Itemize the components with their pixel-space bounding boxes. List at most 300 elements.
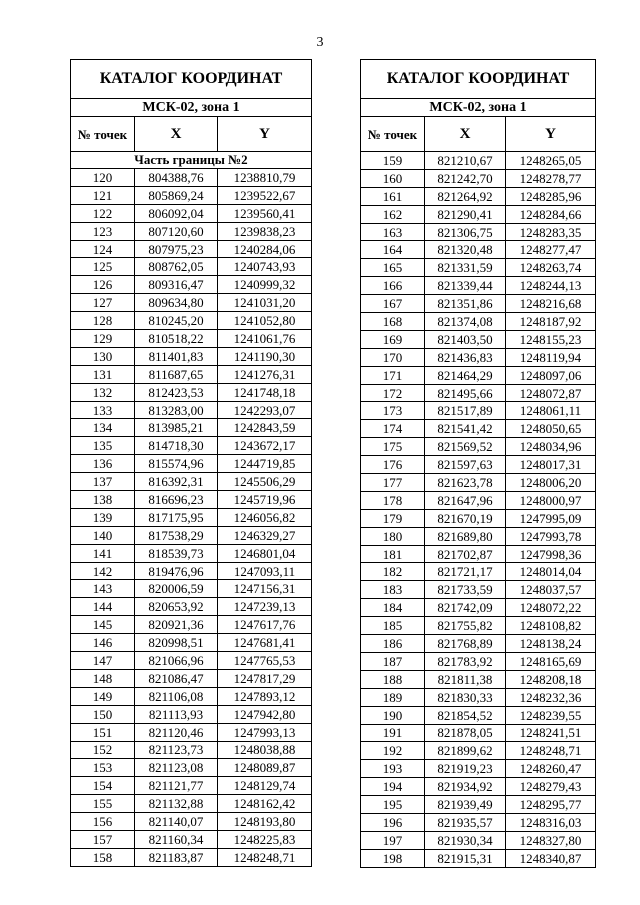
y-coordinate-cell: 1248162,42 <box>218 795 312 813</box>
x-coordinate-cell: 821132,88 <box>135 795 218 813</box>
coordinate-catalog-right <box>360 59 596 868</box>
table-row <box>71 401 312 419</box>
y-coordinate-cell: 1248248,71 <box>218 848 312 866</box>
x-coordinate-cell: 821464,29 <box>425 366 506 384</box>
y-coordinate-cell: 1248225,83 <box>218 830 312 848</box>
x-coordinate-cell: 818539,73 <box>135 544 218 562</box>
y-coordinate-cell: 1248097,06 <box>506 366 596 384</box>
x-coordinate-cell: 821569,52 <box>425 438 506 456</box>
y-coordinate-cell: 1248037,57 <box>506 581 596 599</box>
table-row <box>71 294 312 312</box>
point-number-cell: 135 <box>71 437 135 455</box>
point-number-cell: 155 <box>71 795 135 813</box>
table-row <box>71 634 312 652</box>
y-coordinate-cell: 1244719,85 <box>218 455 312 473</box>
y-coordinate-cell: 1241031,20 <box>218 294 312 312</box>
table-row <box>71 491 312 509</box>
table-row <box>71 169 312 187</box>
table-row <box>71 777 312 795</box>
table-row <box>361 205 596 223</box>
x-coordinate-cell: 821768,89 <box>425 635 506 653</box>
coordinate-catalog-left <box>70 59 312 867</box>
column-header-point-number: № точек <box>71 117 135 152</box>
point-number-cell: 139 <box>71 508 135 526</box>
point-number-cell: 140 <box>71 526 135 544</box>
x-coordinate-cell: 821320,48 <box>425 241 506 259</box>
y-coordinate-cell: 1247998,36 <box>506 545 596 563</box>
point-number-cell: 150 <box>71 705 135 723</box>
x-coordinate-cell: 813985,21 <box>135 419 218 437</box>
table-row <box>361 259 596 277</box>
table-row <box>71 669 312 687</box>
y-coordinate-cell: 1248000,97 <box>506 491 596 509</box>
point-number-cell: 194 <box>361 778 425 796</box>
y-coordinate-cell: 1241748,18 <box>218 383 312 401</box>
table-row <box>71 276 312 294</box>
x-coordinate-cell: 808762,05 <box>135 258 218 276</box>
x-coordinate-cell: 806092,04 <box>135 204 218 222</box>
point-number-cell: 179 <box>361 509 425 527</box>
x-coordinate-cell: 821120,46 <box>135 723 218 741</box>
y-coordinate-cell: 1247681,41 <box>218 634 312 652</box>
point-number-cell: 125 <box>71 258 135 276</box>
table-row <box>361 563 596 581</box>
column-header-y: Y <box>218 117 312 152</box>
y-coordinate-cell: 1248340,87 <box>506 849 596 867</box>
table-row <box>361 796 596 814</box>
y-coordinate-cell: 1248193,80 <box>218 813 312 831</box>
y-coordinate-cell: 1246801,04 <box>218 544 312 562</box>
point-number-cell: 137 <box>71 473 135 491</box>
y-coordinate-cell: 1246056,82 <box>218 508 312 526</box>
table-row <box>71 723 312 741</box>
table-row <box>361 241 596 259</box>
y-coordinate-cell: 1247942,80 <box>218 705 312 723</box>
point-number-cell: 175 <box>361 438 425 456</box>
table-row <box>361 670 596 688</box>
y-coordinate-cell: 1248034,96 <box>506 438 596 456</box>
y-coordinate-cell: 1248187,92 <box>506 313 596 331</box>
y-coordinate-cell: 1248295,77 <box>506 796 596 814</box>
y-coordinate-cell: 1248283,35 <box>506 223 596 241</box>
point-number-cell: 145 <box>71 616 135 634</box>
x-coordinate-cell: 821934,92 <box>425 778 506 796</box>
x-coordinate-cell: 804388,76 <box>135 169 218 187</box>
table-row <box>71 365 312 383</box>
point-number-cell: 173 <box>361 402 425 420</box>
point-number-cell: 154 <box>71 777 135 795</box>
table-row <box>71 347 312 365</box>
x-coordinate-cell: 821597,63 <box>425 456 506 474</box>
table-row <box>361 742 596 760</box>
table-row <box>361 688 596 706</box>
x-coordinate-cell: 821899,62 <box>425 742 506 760</box>
point-number-cell: 126 <box>71 276 135 294</box>
table-row <box>361 348 596 366</box>
x-coordinate-cell: 821854,52 <box>425 706 506 724</box>
y-coordinate-cell: 1247995,09 <box>506 509 596 527</box>
table-row <box>71 258 312 276</box>
table-row <box>361 813 596 831</box>
point-number-cell: 197 <box>361 831 425 849</box>
table-row <box>71 562 312 580</box>
x-coordinate-cell: 821919,23 <box>425 760 506 778</box>
point-number-cell: 166 <box>361 277 425 295</box>
x-coordinate-cell: 821140,07 <box>135 813 218 831</box>
table-row <box>361 581 596 599</box>
catalog-subtitle: МСК-02, зона 1 <box>361 99 596 117</box>
point-number-cell: 131 <box>71 365 135 383</box>
point-number-cell: 187 <box>361 652 425 670</box>
y-coordinate-cell: 1247993,78 <box>506 527 596 545</box>
x-coordinate-cell: 815574,96 <box>135 455 218 473</box>
table-row <box>361 491 596 509</box>
point-number-cell: 156 <box>71 813 135 831</box>
point-number-cell: 134 <box>71 419 135 437</box>
table-row <box>71 240 312 258</box>
y-coordinate-cell: 1241276,31 <box>218 365 312 383</box>
x-coordinate-cell: 821733,59 <box>425 581 506 599</box>
point-number-cell: 165 <box>361 259 425 277</box>
table-row <box>361 706 596 724</box>
table-row <box>361 313 596 331</box>
y-coordinate-cell: 1248108,82 <box>506 617 596 635</box>
point-number-cell: 157 <box>71 830 135 848</box>
point-number-cell: 193 <box>361 760 425 778</box>
point-number-cell: 172 <box>361 384 425 402</box>
table-row <box>361 599 596 617</box>
point-number-cell: 121 <box>71 186 135 204</box>
y-coordinate-cell: 1239560,41 <box>218 204 312 222</box>
table-row <box>361 277 596 295</box>
table-row <box>361 169 596 187</box>
x-coordinate-cell: 812423,53 <box>135 383 218 401</box>
point-number-cell: 128 <box>71 312 135 330</box>
table-row <box>361 831 596 849</box>
table-row <box>71 508 312 526</box>
x-coordinate-cell: 820653,92 <box>135 598 218 616</box>
point-number-cell: 122 <box>71 204 135 222</box>
point-number-cell: 192 <box>361 742 425 760</box>
table-row <box>361 384 596 402</box>
y-coordinate-cell: 1239838,23 <box>218 222 312 240</box>
y-coordinate-cell: 1248061,11 <box>506 402 596 420</box>
column-header-x: X <box>425 117 506 152</box>
y-coordinate-cell: 1248050,65 <box>506 420 596 438</box>
table-row <box>71 455 312 473</box>
point-number-cell: 198 <box>361 849 425 867</box>
y-coordinate-cell: 1248014,04 <box>506 563 596 581</box>
x-coordinate-cell: 821541,42 <box>425 420 506 438</box>
x-coordinate-cell: 817175,95 <box>135 508 218 526</box>
table-row <box>71 383 312 401</box>
y-coordinate-cell: 1248241,51 <box>506 724 596 742</box>
x-coordinate-cell: 816696,23 <box>135 491 218 509</box>
point-number-cell: 184 <box>361 599 425 617</box>
table-row <box>361 760 596 778</box>
x-coordinate-cell: 813283,00 <box>135 401 218 419</box>
point-number-cell: 141 <box>71 544 135 562</box>
x-coordinate-cell: 821306,75 <box>425 223 506 241</box>
y-coordinate-cell: 1248072,87 <box>506 384 596 402</box>
table-row <box>71 437 312 455</box>
table-row <box>361 438 596 456</box>
y-coordinate-cell: 1248263,74 <box>506 259 596 277</box>
point-number-cell: 148 <box>71 669 135 687</box>
y-coordinate-cell: 1247156,31 <box>218 580 312 598</box>
x-coordinate-cell: 821290,41 <box>425 205 506 223</box>
y-coordinate-cell: 1238810,79 <box>218 169 312 187</box>
y-coordinate-cell: 1248239,55 <box>506 706 596 724</box>
x-coordinate-cell: 810518,22 <box>135 330 218 348</box>
x-coordinate-cell: 821878,05 <box>425 724 506 742</box>
x-coordinate-cell: 817538,29 <box>135 526 218 544</box>
point-number-cell: 180 <box>361 527 425 545</box>
y-coordinate-cell: 1245719,96 <box>218 491 312 509</box>
x-coordinate-cell: 821436,83 <box>425 348 506 366</box>
point-number-cell: 161 <box>361 187 425 205</box>
y-coordinate-cell: 1247093,11 <box>218 562 312 580</box>
x-coordinate-cell: 821403,50 <box>425 330 506 348</box>
y-coordinate-cell: 1247765,53 <box>218 652 312 670</box>
table-row <box>361 778 596 796</box>
point-number-cell: 147 <box>71 652 135 670</box>
table-row <box>71 419 312 437</box>
point-number-cell: 132 <box>71 383 135 401</box>
point-number-cell: 189 <box>361 688 425 706</box>
y-coordinate-cell: 1248072,22 <box>506 599 596 617</box>
y-coordinate-cell: 1248316,03 <box>506 813 596 831</box>
table-row <box>361 295 596 313</box>
point-number-cell: 144 <box>71 598 135 616</box>
point-number-cell: 169 <box>361 330 425 348</box>
x-coordinate-cell: 821123,08 <box>135 759 218 777</box>
table-row <box>71 848 312 866</box>
table-row <box>361 617 596 635</box>
y-coordinate-cell: 1248216,68 <box>506 295 596 313</box>
x-coordinate-cell: 821086,47 <box>135 669 218 687</box>
y-coordinate-cell: 1248260,47 <box>506 760 596 778</box>
point-number-cell: 174 <box>361 420 425 438</box>
x-coordinate-cell: 821242,70 <box>425 169 506 187</box>
table-row <box>71 473 312 491</box>
y-coordinate-cell: 1245506,29 <box>218 473 312 491</box>
table-row <box>71 580 312 598</box>
y-coordinate-cell: 1240999,32 <box>218 276 312 294</box>
x-coordinate-cell: 820998,51 <box>135 634 218 652</box>
y-coordinate-cell: 1247993,13 <box>218 723 312 741</box>
y-coordinate-cell: 1248155,23 <box>506 330 596 348</box>
y-coordinate-cell: 1243672,17 <box>218 437 312 455</box>
table-row <box>361 456 596 474</box>
point-number-cell: 149 <box>71 687 135 705</box>
table-row <box>361 474 596 492</box>
table-row <box>71 687 312 705</box>
y-coordinate-cell: 1240743,93 <box>218 258 312 276</box>
point-number-cell: 177 <box>361 474 425 492</box>
x-coordinate-cell: 821495,66 <box>425 384 506 402</box>
x-coordinate-cell: 810245,20 <box>135 312 218 330</box>
table-row <box>361 187 596 205</box>
table-row <box>71 222 312 240</box>
x-coordinate-cell: 819476,96 <box>135 562 218 580</box>
point-number-cell: 186 <box>361 635 425 653</box>
x-coordinate-cell: 821755,82 <box>425 617 506 635</box>
y-coordinate-cell: 1248165,69 <box>506 652 596 670</box>
point-number-cell: 138 <box>71 491 135 509</box>
x-coordinate-cell: 821351,86 <box>425 295 506 313</box>
table-row <box>361 635 596 653</box>
point-number-cell: 130 <box>71 347 135 365</box>
table-row <box>361 402 596 420</box>
x-coordinate-cell: 821915,31 <box>425 849 506 867</box>
table-row <box>71 741 312 759</box>
column-header-point-number: № точек <box>361 117 425 152</box>
x-coordinate-cell: 820921,36 <box>135 616 218 634</box>
y-coordinate-cell: 1248285,96 <box>506 187 596 205</box>
catalog-title: КАТАЛОГ КООРДИНАТ <box>361 60 596 99</box>
x-coordinate-cell: 809316,47 <box>135 276 218 294</box>
x-coordinate-cell: 821742,09 <box>425 599 506 617</box>
page-number: 3 <box>316 35 324 50</box>
x-coordinate-cell: 821264,92 <box>425 187 506 205</box>
y-coordinate-cell: 1248265,05 <box>506 152 596 170</box>
x-coordinate-cell: 821623,78 <box>425 474 506 492</box>
y-coordinate-cell: 1248284,66 <box>506 205 596 223</box>
point-number-cell: 181 <box>361 545 425 563</box>
x-coordinate-cell: 821183,87 <box>135 848 218 866</box>
point-number-cell: 182 <box>361 563 425 581</box>
y-coordinate-cell: 1248006,20 <box>506 474 596 492</box>
x-coordinate-cell: 821930,34 <box>425 831 506 849</box>
table-row <box>361 545 596 563</box>
x-coordinate-cell: 809634,80 <box>135 294 218 312</box>
point-number-cell: 178 <box>361 491 425 509</box>
y-coordinate-cell: 1248017,31 <box>506 456 596 474</box>
point-number-cell: 146 <box>71 634 135 652</box>
point-number-cell: 160 <box>361 169 425 187</box>
point-number-cell: 143 <box>71 580 135 598</box>
y-coordinate-cell: 1248138,24 <box>506 635 596 653</box>
y-coordinate-cell: 1248232,36 <box>506 688 596 706</box>
y-coordinate-cell: 1248279,43 <box>506 778 596 796</box>
point-number-cell: 159 <box>361 152 425 170</box>
point-number-cell: 183 <box>361 581 425 599</box>
x-coordinate-cell: 811687,65 <box>135 365 218 383</box>
y-coordinate-cell: 1241190,30 <box>218 347 312 365</box>
point-number-cell: 153 <box>71 759 135 777</box>
y-coordinate-cell: 1240284,06 <box>218 240 312 258</box>
point-number-cell: 171 <box>361 366 425 384</box>
x-coordinate-cell: 814718,30 <box>135 437 218 455</box>
table-row <box>361 420 596 438</box>
table-row <box>71 705 312 723</box>
table-row <box>71 813 312 831</box>
column-header-x: X <box>135 117 218 152</box>
table-row <box>361 527 596 545</box>
y-coordinate-cell: 1247617,76 <box>218 616 312 634</box>
y-coordinate-cell: 1248038,88 <box>218 741 312 759</box>
y-coordinate-cell: 1247817,29 <box>218 669 312 687</box>
x-coordinate-cell: 821830,33 <box>425 688 506 706</box>
y-coordinate-cell: 1246329,27 <box>218 526 312 544</box>
table-row <box>361 366 596 384</box>
point-number-cell: 142 <box>71 562 135 580</box>
x-coordinate-cell: 821123,73 <box>135 741 218 759</box>
x-coordinate-cell: 821374,08 <box>425 313 506 331</box>
y-coordinate-cell: 1241052,80 <box>218 312 312 330</box>
point-number-cell: 127 <box>71 294 135 312</box>
x-coordinate-cell: 821689,80 <box>425 527 506 545</box>
table-row <box>71 598 312 616</box>
x-coordinate-cell: 821783,92 <box>425 652 506 670</box>
x-coordinate-cell: 821113,93 <box>135 705 218 723</box>
point-number-cell: 120 <box>71 169 135 187</box>
point-number-cell: 167 <box>361 295 425 313</box>
point-number-cell: 195 <box>361 796 425 814</box>
point-number-cell: 136 <box>71 455 135 473</box>
point-number-cell: 164 <box>361 241 425 259</box>
point-number-cell: 151 <box>71 723 135 741</box>
x-coordinate-cell: 821811,38 <box>425 670 506 688</box>
y-coordinate-cell: 1248119,94 <box>506 348 596 366</box>
point-number-cell: 168 <box>361 313 425 331</box>
point-number-cell: 129 <box>71 330 135 348</box>
table-row <box>361 652 596 670</box>
table-row <box>71 186 312 204</box>
x-coordinate-cell: 821647,96 <box>425 491 506 509</box>
column-header-y: Y <box>506 117 596 152</box>
y-coordinate-cell: 1248277,47 <box>506 241 596 259</box>
x-coordinate-cell: 811401,83 <box>135 347 218 365</box>
y-coordinate-cell: 1248248,71 <box>506 742 596 760</box>
y-coordinate-cell: 1248208,18 <box>506 670 596 688</box>
x-coordinate-cell: 821331,59 <box>425 259 506 277</box>
point-number-cell: 185 <box>361 617 425 635</box>
x-coordinate-cell: 821935,57 <box>425 813 506 831</box>
y-coordinate-cell: 1248089,87 <box>218 759 312 777</box>
point-number-cell: 190 <box>361 706 425 724</box>
y-coordinate-cell: 1248327,80 <box>506 831 596 849</box>
table-row <box>71 204 312 222</box>
catalog-title: КАТАЛОГ КООРДИНАТ <box>71 60 312 99</box>
table-row <box>71 759 312 777</box>
table-row <box>71 312 312 330</box>
y-coordinate-cell: 1248278,77 <box>506 169 596 187</box>
x-coordinate-cell: 807975,23 <box>135 240 218 258</box>
x-coordinate-cell: 816392,31 <box>135 473 218 491</box>
x-coordinate-cell: 821702,87 <box>425 545 506 563</box>
table-row <box>361 509 596 527</box>
point-number-cell: 196 <box>361 813 425 831</box>
table-row <box>361 330 596 348</box>
y-coordinate-cell: 1241061,76 <box>218 330 312 348</box>
x-coordinate-cell: 805869,24 <box>135 186 218 204</box>
table-row <box>71 830 312 848</box>
point-number-cell: 123 <box>71 222 135 240</box>
section-header: Часть границы №2 <box>71 152 312 169</box>
y-coordinate-cell: 1248129,74 <box>218 777 312 795</box>
point-number-cell: 191 <box>361 724 425 742</box>
x-coordinate-cell: 821160,34 <box>135 830 218 848</box>
point-number-cell: 170 <box>361 348 425 366</box>
point-number-cell: 124 <box>71 240 135 258</box>
y-coordinate-cell: 1239522,67 <box>218 186 312 204</box>
table-row <box>71 652 312 670</box>
point-number-cell: 158 <box>71 848 135 866</box>
point-number-cell: 188 <box>361 670 425 688</box>
table-row <box>71 544 312 562</box>
